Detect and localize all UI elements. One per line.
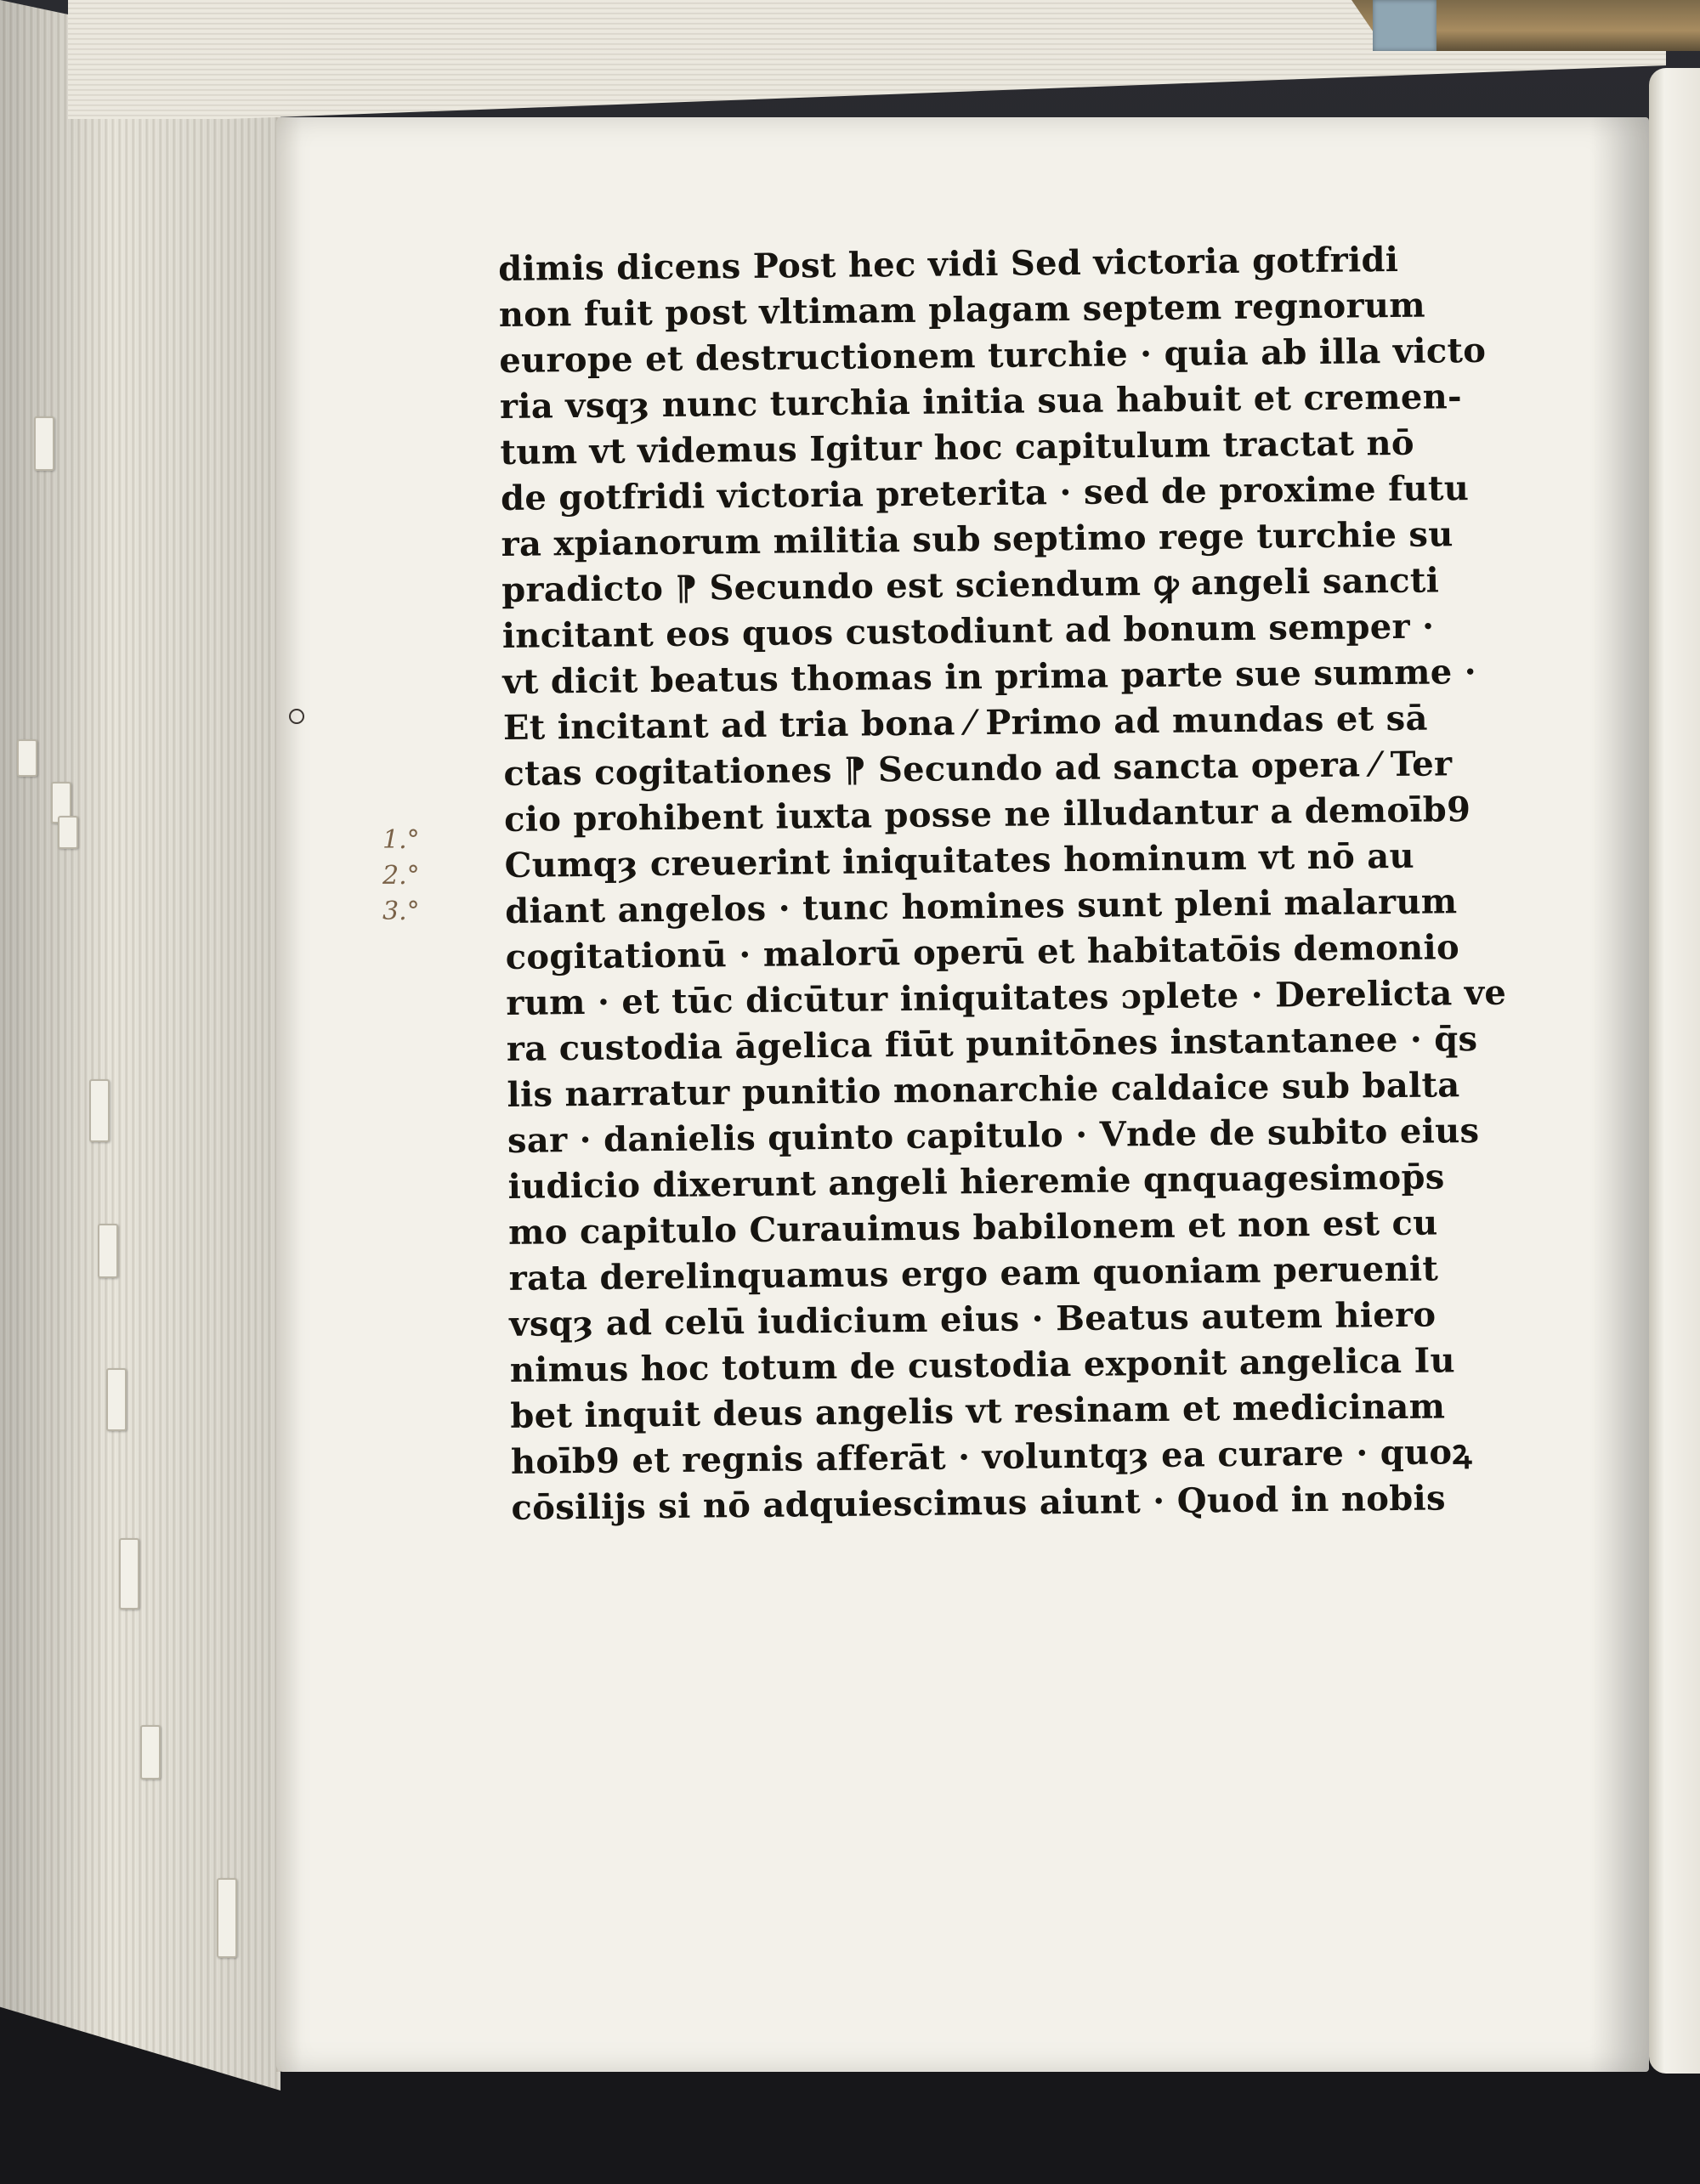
page-fold-shadow	[276, 117, 302, 2072]
text-line: pradicto ⁋ Secundo est sciendum ꝙ angeli sancti	[501, 560, 1440, 610]
text-line: europe et destructionem turchie · quia ab illa victo	[499, 330, 1487, 381]
text-line: ctas cogitationes ⁋ Secundo ad sancta opera ⁄ Ter	[503, 744, 1453, 794]
text-line: rum · et tūc dicūtur iniquitates ɔplete · Derelicta ve	[506, 972, 1507, 1023]
text-line: iudicio dixerunt angeli hieremie qnquagesimop̄s	[507, 1157, 1445, 1207]
page-tab	[106, 1368, 127, 1431]
page-tab	[140, 1725, 161, 1779]
text-line: Et incitant ad tria bona ⁄ Primo ad mundas et sā	[502, 698, 1428, 748]
text-line: incitant eos quos custodiunt ad bonum semper ·	[502, 606, 1435, 656]
text-line: hoīb9 et regnis afferāt · voluntqȝ ea curare · quoꝝ	[510, 1432, 1473, 1482]
marginal-note: 3.°	[382, 897, 420, 926]
text-line: tum vt videmus Igitur hoc capitulum tractat nō	[500, 422, 1415, 472]
text-line: ra xpianorum militia sub septimo rege turchie su	[501, 514, 1454, 564]
text-line: lis narratur punitio monarchie caldaice sub balta	[507, 1065, 1460, 1115]
page-tab	[98, 1224, 118, 1278]
text-line: dimis dicens Post hec vidi Sed victoria gotfridi	[498, 239, 1399, 289]
facing-page-edge	[1649, 68, 1700, 2074]
marginal-annotations	[382, 823, 420, 930]
page-tab	[34, 416, 54, 471]
text-line: ra custodia āgelica fiūt punitōnes instantanee · q̄s	[506, 1018, 1478, 1069]
margin-mark	[289, 709, 304, 724]
marginal-note: 2.°	[382, 861, 420, 891]
text-line: ria vsqȝ nunc turchia initia sua habuit et cremen-	[499, 376, 1463, 427]
text-block	[498, 236, 1515, 1531]
text-line: non fuit post vltimam plagam septem regnorum	[498, 285, 1426, 335]
page-tab	[119, 1538, 139, 1610]
page-tab	[17, 739, 37, 777]
text-line: sar · danielis quinto capitulo · Vnde de subito eius	[507, 1110, 1480, 1161]
text-line: vsqȝ ad celū iudicium eius · Beatus autem hiero	[509, 1294, 1436, 1344]
text-line: cio prohibent iuxta posse ne illudantur a demoīb9	[503, 789, 1471, 840]
text-line: diant angelos · tunc homines sunt pleni malarum	[504, 881, 1458, 931]
text-line: Cumqȝ creuerint iniquitates hominum vt nō au	[504, 835, 1415, 885]
page-gutter-shadow	[1590, 117, 1649, 2072]
page-tab	[58, 816, 78, 849]
marginal-note: 1.°	[382, 825, 420, 855]
text-line: mo capitulo Curauimus babilonem et non est cu	[507, 1202, 1438, 1253]
page-tab	[217, 1878, 237, 1958]
text-line: nimus hoc totum de custodia exponit angelica Iu	[509, 1340, 1456, 1390]
text-line: rata derelinquamus ergo eam quoniam peruenit	[508, 1248, 1439, 1299]
ribbon-marker	[1373, 0, 1436, 51]
page-tab	[89, 1079, 110, 1142]
text-line: vt dicit beatus thomas in prima parte sue summe ·	[502, 651, 1477, 702]
text-line: cogitationū · malorū operū et habitatōis demonio	[505, 927, 1460, 977]
text-line: bet inquit deus angelis vt resinam et medicinam	[510, 1386, 1446, 1436]
text-line: de gotfridi victoria preterita · sed de proxime futu	[500, 468, 1470, 518]
text-line: cōsilijs si nō adquiescimus aiunt · Quod in nobis	[511, 1478, 1447, 1528]
